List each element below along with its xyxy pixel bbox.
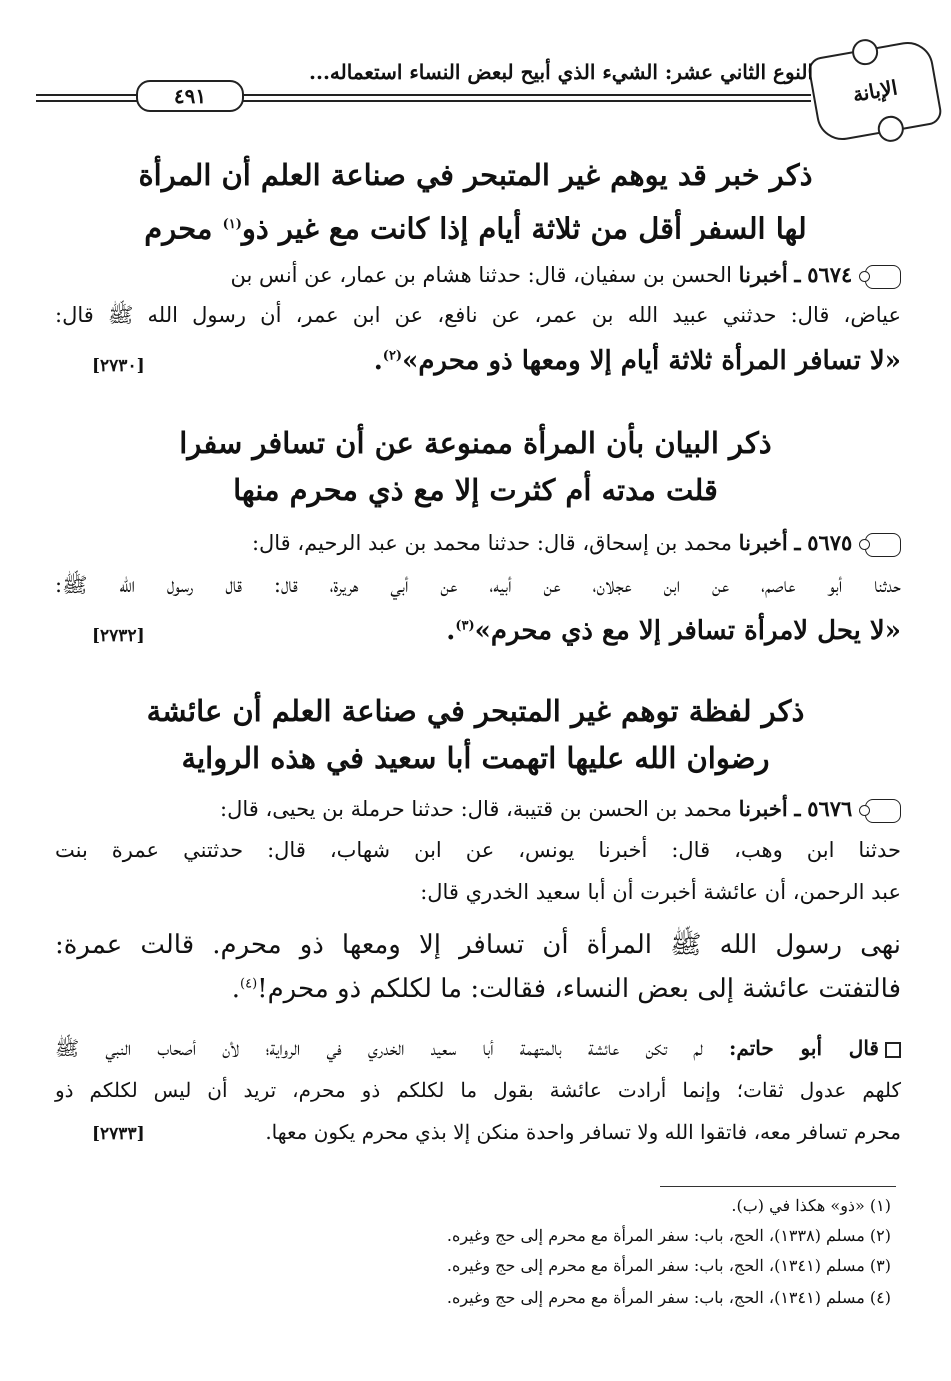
footnote: (٤) مسلم (١٣٤١)، الحج، باب: سفر المرأة مع محرم إلى حج وغيره. <box>446 1288 891 1307</box>
footnote: (٣) مسلم (١٣٤١)، الحج، باب: سفر المرأة مع محرم إلى حج وغيره. <box>446 1256 891 1275</box>
isnad-text: حدثنا أبو عاصم، عن ابن عجلان، عن أبيه، عن أبي هريرة، قال: قال رسول الله ﷺ: <box>55 573 901 597</box>
square-bullet-icon <box>885 1042 901 1058</box>
section-heading <box>70 686 881 736</box>
running-title: النوع الثاني عشر: الشيء الذي أبيح لبعض النساء استعماله... <box>309 60 813 84</box>
commentary-text: محرم تسافر معه، فاتقوا الله ولا تسافر واحدة منكن إلا بذي محرم يكون معها. <box>265 1120 901 1144</box>
footnote-marker: (١) <box>222 217 242 232</box>
heading-line: قلت مدته أم كثرت إلا مع ذي محرم منها <box>233 473 718 507</box>
page-header <box>40 40 943 130</box>
hadith-isnad-line: ٥٦٧٥ ـ أخبرنا محمد بن إسحاق، قال: حدثنا محمد بن عبد الرحيم، قال: <box>55 530 901 557</box>
hadith-isnad-line: ٥٦٧٦ ـ أخبرنا محمد بن الحسن بن قتيبة، قال: حدثنا حرملة بن يحيى، قال: <box>55 796 901 823</box>
hadith-reference: [٢٧٣٣] <box>92 1124 145 1144</box>
commentary-line <box>200 1120 901 1144</box>
hadith-isnad-line <box>55 838 901 862</box>
hadith-number: ٥٦٧٦ <box>807 796 853 821</box>
isnad-text: حدثنا ابن وهب، قال: أخبرنا يونس، عن ابن شهاب، قال: حدثتني عمرة بنت <box>55 838 901 862</box>
isnad-text: الحسن بن سفيان، قال: حدثنا هشام بن عمار، عن أنس بن <box>230 263 732 287</box>
heading-line: محرم <box>144 211 213 246</box>
hadith-isnad-line <box>55 302 901 333</box>
hadith-reference: [٢٧٣٢] <box>92 626 145 646</box>
commentary-text: كلهم عدول ثقات؛ وإنما أرادت عائشة بقول ما لكلكم ذو محرم، تريد أن ليس لكلكم ذو <box>55 1078 901 1102</box>
section-heading <box>70 418 881 468</box>
akhbarana-label: أخبرنا <box>738 530 788 555</box>
heading-line: ذكر خبر قد يوهم غير المتبحر في صناعة العلم أن المرأة <box>138 158 813 192</box>
section-heading <box>70 200 881 254</box>
hadith-number: ٥٦٧٥ <box>807 530 853 555</box>
hadith-number: ٥٦٧٤ <box>807 262 853 287</box>
heading-line: لها السفر أقل من ثلاثة أيام إذا كانت مع غير ذو <box>241 211 807 246</box>
akhbarana-label: أخبرنا <box>738 796 788 821</box>
hadith-reference: [٢٧٣٠] <box>92 356 145 376</box>
commentary-line <box>55 1078 901 1102</box>
commentary-line <box>55 1036 901 1065</box>
hadith-isnad-line <box>55 880 901 904</box>
hadith-badge-icon <box>865 265 901 289</box>
section-heading <box>70 733 881 783</box>
footnote-marker: (٤) <box>240 976 258 992</box>
isnad-text: محمد بن الحسن بن قتيبة، قال: حدثنا حرملة بن يحيى، قال: <box>220 797 732 821</box>
logo-text: الإبانة <box>850 75 900 107</box>
hadith-badge-icon <box>865 533 901 557</box>
footnote: (٢) مسلم (١٣٣٨)، الحج، باب: سفر المرأة مع محرم إلى حج وغيره. <box>446 1226 891 1245</box>
footnote: (١) «ذو» هكذا في (ب). <box>731 1196 891 1215</box>
matn-text: نهى رسول الله ﷺ المرأة أن تسافر إلا ومعها ذو محرم. قالت عمرة: <box>55 930 901 960</box>
section-heading <box>70 465 881 515</box>
hadith-isnad-line: ٥٦٧٤ ـ أخبرنا الحسن بن سفيان، قال: حدثنا هشام بن عمار، عن أنس بن <box>55 262 901 289</box>
hadith-matn: «لا تسافر المرأة ثلاثة أيام إلا ومعها ذو محرم»$^{(٢)}$. <box>373 346 901 376</box>
hadith-badge-icon <box>865 799 901 823</box>
heading-line: ذكر البيان بأن المرأة ممنوعة عن أن تسافر سفرا <box>179 426 772 460</box>
page-number: ٤٩١ <box>136 80 244 112</box>
footnote-marker: (٢) <box>382 348 403 364</box>
section-heading <box>70 150 881 200</box>
hadith-matn: فالتفتت عائشة إلى بعض النساء، فقالت: ما لكلكم ذو محرم!$^{(٤)}$. <box>231 974 901 1004</box>
akhbarana-label: أخبرنا <box>738 262 788 287</box>
heading-line: رضوان الله عليها اتهمت أبا سعيد في هذه الرواية <box>181 741 770 775</box>
isnad-text: عبد الرحمن، أن عائشة أخبرت أن أبا سعيد الخدري قال: <box>420 880 901 904</box>
hadith-matn <box>55 928 901 966</box>
matn-text: فالتفتت عائشة إلى بعض النساء، فقالت: ما لكلكم ذو محرم! <box>257 974 901 1004</box>
hadith-matn: «لا يحل لامرأة تسافر إلا مع ذي محرم»$^{(٣)}$. <box>446 616 901 646</box>
matn-text: «لا تسافر المرأة ثلاثة أيام إلا ومعها ذو محرم» <box>402 346 901 376</box>
isnad-text: محمد بن إسحاق، قال: حدثنا محمد بن عبد الرحيم، قال: <box>251 531 732 555</box>
puzzle-logo-icon <box>806 38 943 144</box>
footnote-marker: (٣) <box>455 618 475 634</box>
isnad-text: عياض، قال: حدثني عبيد الله بن عمر، عن نافع، عن ابن عمر، أن رسول الله ﷺ قال: <box>55 303 901 327</box>
matn-text: «لا يحل لامرأة تسافر إلا مع ذي محرم» <box>474 616 901 646</box>
footnote-rule <box>660 1186 896 1187</box>
commentary-text: لم تكن عائشة بالمتهمة أبا سعيد الخدري في الرواية؛ لأن أصحاب النبي ﷺ <box>55 1036 703 1060</box>
heading-line: ذكر لفظة توهم غير المتبحر في صناعة العلم أن عائشة <box>146 694 805 728</box>
commentary-label: قال أبو حاتم: <box>729 1036 879 1060</box>
hadith-isnad-line <box>55 572 901 603</box>
